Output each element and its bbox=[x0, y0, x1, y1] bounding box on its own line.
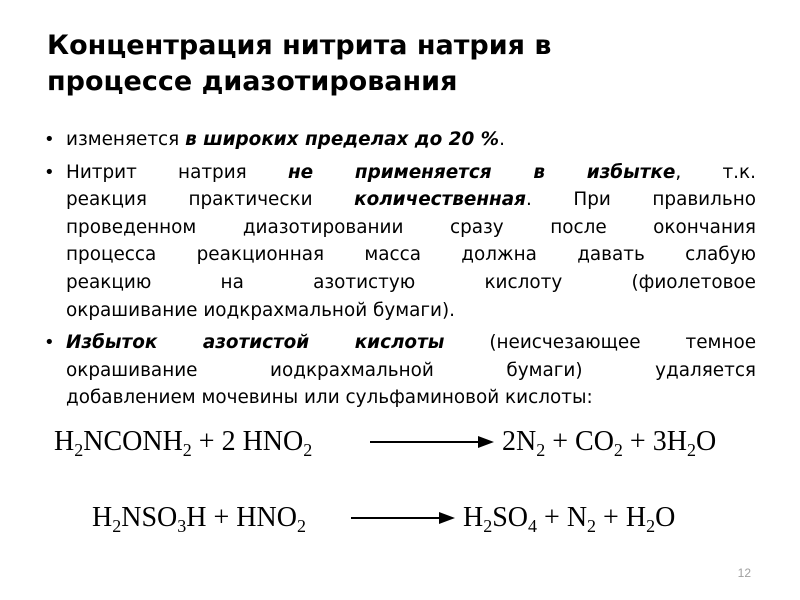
emphasis-text: количественная bbox=[354, 189, 526, 211]
bullet-text-1 bbox=[66, 126, 756, 154]
body-text: процесса реакционная масса должна давать слабую bbox=[66, 244, 756, 266]
text-line bbox=[66, 297, 756, 325]
emphasis-text: не применяется в избытке bbox=[287, 161, 676, 183]
equation-2-reactants bbox=[92, 500, 306, 536]
body-text: (неисчезающее темное bbox=[444, 332, 757, 354]
formula-subscript: 2 bbox=[613, 440, 623, 460]
text-line bbox=[66, 357, 756, 385]
formula-text: SO bbox=[492, 502, 529, 533]
formula-subscript: 2 bbox=[483, 516, 493, 536]
equation-2-products bbox=[463, 500, 675, 536]
page-number: 12 bbox=[737, 566, 751, 580]
bullet-text-2 bbox=[66, 159, 756, 325]
text-line bbox=[66, 186, 756, 214]
body-text: . При правильно bbox=[525, 189, 756, 211]
slide-title-line-1: Концентрация нитрита натрия в bbox=[47, 30, 552, 61]
equation-1-arrow-icon bbox=[368, 432, 498, 452]
body-text: окрашивание иодкрахмальной бумаги). bbox=[66, 299, 455, 321]
text-line bbox=[66, 241, 756, 269]
text-line bbox=[66, 384, 756, 412]
formula-subscript: 2 bbox=[182, 440, 192, 460]
body-text: . bbox=[499, 129, 505, 150]
formula-subscript: 4 bbox=[528, 516, 538, 536]
text-line bbox=[66, 329, 756, 357]
body-text: изменяется bbox=[66, 129, 186, 150]
bullet-item-2 bbox=[44, 159, 756, 325]
bullet-text-3 bbox=[66, 329, 756, 412]
formula-text: + CO bbox=[545, 426, 614, 457]
formula-text: O bbox=[655, 502, 676, 533]
bullet-item-1 bbox=[44, 126, 756, 154]
body-text: реакция практически bbox=[66, 189, 355, 211]
body-text: добавлением мочевины или сульфаминовой кислоты: bbox=[66, 387, 593, 409]
formula-subscript: 2 bbox=[686, 440, 696, 460]
equation-2-arrow-icon bbox=[349, 508, 459, 528]
equation-1-products bbox=[502, 424, 716, 460]
emphasis-text: в широких пределах до 20 % bbox=[185, 129, 500, 150]
bullet-dot-icon: • bbox=[44, 332, 55, 354]
formula-subscript: 2 bbox=[536, 440, 546, 460]
formula-text: + H bbox=[596, 502, 647, 533]
formula-text: + 3H bbox=[622, 426, 687, 457]
bullet-list bbox=[44, 126, 756, 417]
formula-subscript: 2 bbox=[646, 516, 656, 536]
formula-text: NCONH bbox=[83, 426, 183, 457]
body-text: реакцию на азотистую кислоту (фиолетовое bbox=[66, 271, 756, 293]
body-text: Нитрит натрия bbox=[66, 161, 288, 183]
formula-text: H bbox=[92, 502, 113, 533]
body-text: , т.к. bbox=[675, 161, 756, 183]
formula-text: + N bbox=[537, 502, 588, 533]
equation-1-reactants bbox=[54, 424, 312, 460]
body-text: проведенном диазотировании сразу после окончания bbox=[66, 216, 756, 238]
slide-title-line-2: процессе диазотирования bbox=[47, 66, 458, 97]
bullet-item-3 bbox=[44, 329, 756, 412]
text-line bbox=[66, 269, 756, 297]
formula-text: H bbox=[463, 502, 484, 533]
formula-subscript: 2 bbox=[587, 516, 597, 536]
bullet-dot-icon: • bbox=[44, 129, 55, 150]
formula-subscript: 2 bbox=[112, 516, 122, 536]
formula-text: H bbox=[54, 426, 75, 457]
body-text: окрашивание иодкрахмальной бумаги) удаляется bbox=[66, 359, 756, 381]
text-line bbox=[66, 214, 756, 242]
formula-text: NSO bbox=[121, 502, 178, 533]
formula-text: 2N bbox=[502, 426, 537, 457]
bullet-dot-icon: • bbox=[44, 161, 55, 183]
formula-text: H + HNO bbox=[186, 502, 297, 533]
slide-title bbox=[47, 28, 767, 100]
formula-text: + 2 HNO bbox=[191, 426, 304, 457]
formula-subscript: 2 bbox=[296, 516, 306, 536]
formula-subscript: 2 bbox=[74, 440, 84, 460]
formula-subscript: 3 bbox=[177, 516, 187, 536]
emphasis-text: Избыток азотистой кислоты bbox=[66, 332, 445, 354]
formula-subscript: 2 bbox=[303, 440, 313, 460]
text-line bbox=[66, 159, 756, 187]
formula-text: O bbox=[695, 426, 717, 457]
